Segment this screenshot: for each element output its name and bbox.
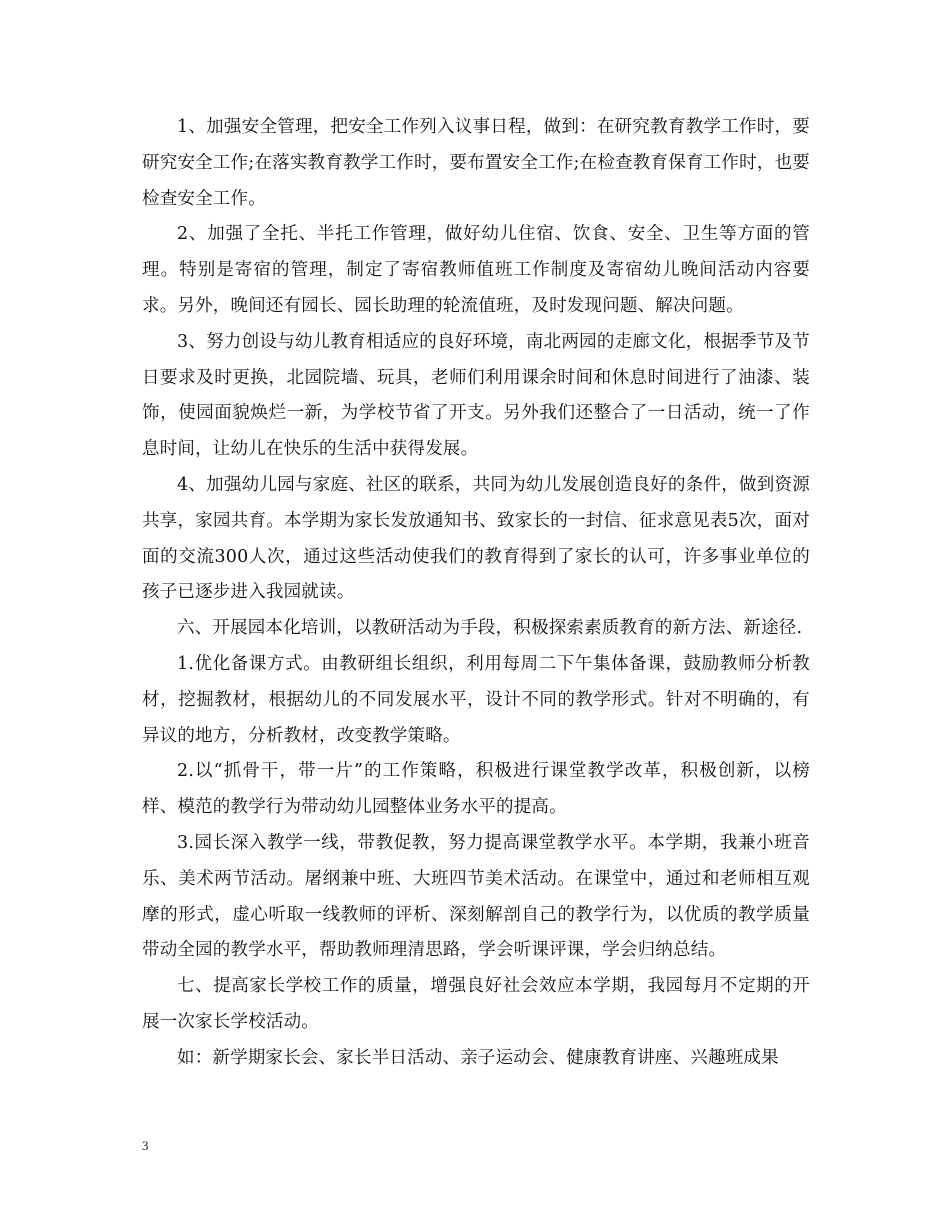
paragraph-family-community: 4、加强幼儿园与家庭、社区的联系，共同为幼儿发展创造良好的条件，做到资源共享，家园共育。本学期为家长发放通知书、致家长的一封信、征求意见表5次，面对面的交流300人次，通过这些活动使我们的教育得到了家长的认可，许多事业单位的孩子已逐步进入我园就读。: [142, 474, 810, 603]
section-heading-training: 六、开展园本化培训，以教研活动为手段，积极探索素质教育的新方法、新途径.: [177, 618, 803, 639]
paragraph-parent-activities: 如：新学期家长会、家长半日活动、亲子运动会、健康教育讲座、兴趣班成果: [177, 1047, 779, 1068]
paragraph-lesson-prep: 1.优化备课方式。由教研组长组织，利用每周二下午集体备课，鼓励教师分析教材，挖掘教材，根据幼儿的不同发展水平，设计不同的教学形式。针对不明确的，有异议的地方，分析教材，改变教学策略。: [142, 653, 810, 746]
paragraph-backbone-strategy: 2.以“抓骨干，带一片”的工作策略，积极进行课堂教学改革，积极创新，以榜样、模范的教学行为带动幼儿园整体业务水平的提高。: [142, 761, 810, 818]
document-body: [142, 110, 810, 1077]
paragraph-environment: 3、努力创设与幼儿教育相适应的良好环境，南北两园的走廊文化，根据季节及节日要求及时更换，北园院墙、玩具，老师们利用课余时间和休息时间进行了油漆、装饰，使园面貌焕烂一新，为学校节省了开支。另外我们还整合了一日活动，统一了作息时间，让幼儿在快乐的生活中获得发展。: [142, 331, 810, 460]
paragraph-boarding-management: 2、加强了全托、半托工作管理，做好幼儿住宿、饮食、安全、卫生等方面的管理。特别是寄宿的管理，制定了寄宿教师值班工作制度及寄宿幼儿晚间活动内容要求。另外，晚间还有园长、园长助理的轮流值班，及时发现问题、解决问题。: [142, 224, 810, 316]
paragraph-safety-management: 1、加强安全管理，把安全工作列入议事日程，做到：在研究教育教学工作时，要研究安全工作;在落实教育教学工作时，要布置安全工作;在检查教育保育工作时，也要检查安全工作。: [142, 117, 810, 209]
page-number: 3: [142, 1138, 149, 1153]
section-heading-parent-school: 七、提高家长学校工作的质量，增强良好社会效应本学期，我园每月不定期的开展一次家长学校活动。: [142, 976, 810, 1032]
paragraph-principal-teaching: 3.园长深入教学一线，带教促教，努力提高课堂教学水平。本学期，我兼小班音乐、美术两节活动。屠纲兼中班、大班四节美术活动。在课堂中，通过和老师相互观摩的形式，虚心听取一线教师的评析、深刻解剖自己的教学行为，以优质的教学质量带动全园的教学水平，帮助教师理清思路，学会听课评课，学会归纳总结。: [142, 832, 810, 961]
